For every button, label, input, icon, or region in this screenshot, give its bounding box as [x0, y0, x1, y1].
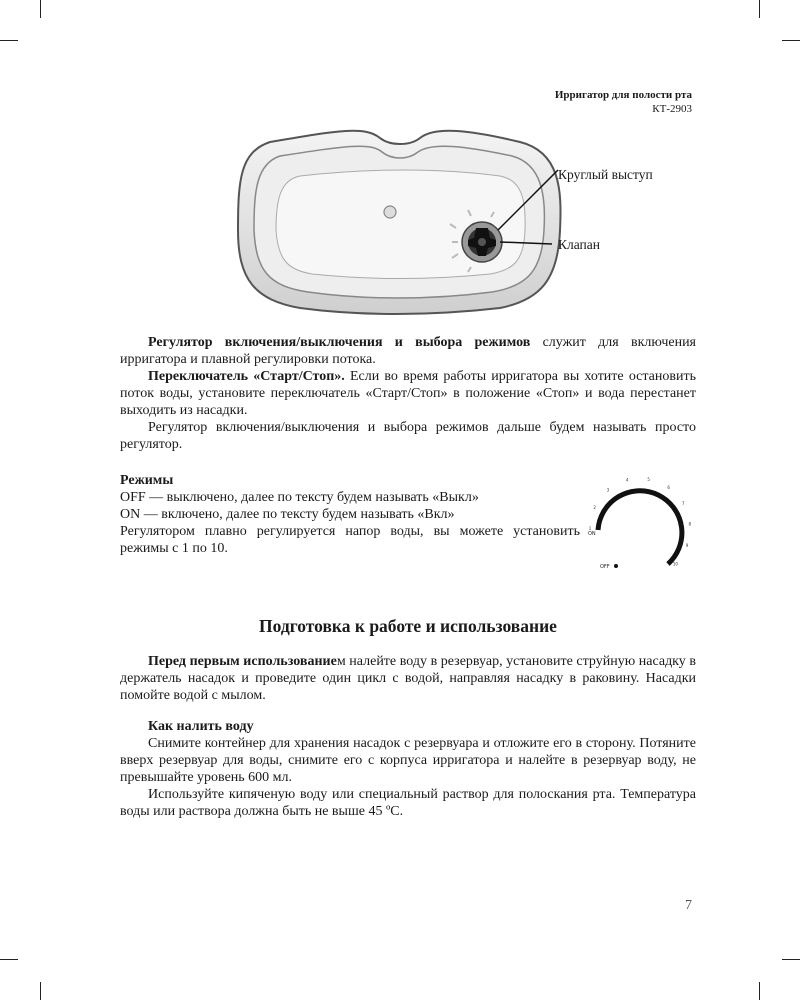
dial-tick-label: 6: [667, 485, 670, 490]
fill-step-1: Снимите контейнер для хранения насадок с резервуара и отложите его в сторону. Потяните вверх резервуар для воды, снимите его с корпуса ирригатора и налейте в резервуар воду, не превышайте уровень 600 мл.: [120, 736, 696, 785]
paragraph-regulator-alias: Регулятор включения/выключения и выбора режимов дальше будем называть просто регулятор.: [120, 420, 696, 452]
mode-off: OFF — выключено, далее по тексту будем называть «Выкл»: [120, 490, 479, 505]
callout-round-bump: Круглый выступ: [558, 167, 653, 182]
regulator-term: Регулятор включения/выключения и выбора режимов: [148, 335, 531, 350]
first-use-desc: м налейте воду в резервуар, установите струйную насадку в держатель насадок и проведите один цикл с водой, направляя насадку в раковину. Насадки помойте водой с мылом.: [120, 654, 696, 703]
dial-label-off: OFF: [600, 564, 610, 570]
regulator-dial-diagram: [586, 476, 696, 578]
header-model: КТ-2903: [652, 103, 692, 115]
regulator-desc: служит для включения ирригатора и плавной регулировки потока.: [120, 335, 697, 367]
dial-tick-label: 2: [593, 504, 596, 510]
crop-mark-bl-h: [0, 959, 18, 960]
section-title: Подготовка к работе и использование: [259, 616, 557, 636]
crop-mark-tr-v: [759, 0, 760, 18]
start-stop-desc: Если во время работы ирригатора вы хотите остановить поток воды, установите переключатель «Старт/Стоп» в положение «Стоп» и вода перестанет выходить из насадки.: [120, 369, 696, 418]
paragraph-regulator: [120, 334, 696, 368]
modes-heading: Режимы: [120, 473, 174, 488]
dial-label-on: ON: [588, 531, 596, 537]
fill-water-text: [120, 718, 696, 820]
dial-tick-label: 1: [588, 526, 592, 531]
crop-mark-tl-v: [40, 0, 41, 18]
intro-text: [120, 334, 696, 453]
crop-mark-tl-h: [0, 40, 18, 41]
header-title: Ирригатор для полости рта: [554, 89, 692, 101]
dial-tick-label: 7: [682, 501, 685, 506]
crop-mark-br-h: [782, 959, 800, 960]
callout-valve: Клапан: [558, 237, 600, 252]
reservoir-lid-illustration: [230, 120, 570, 320]
mode-on: ON — включено, далее по тексту будем называть «Вкл»: [120, 507, 455, 522]
running-header: [555, 88, 692, 116]
fill-heading: Как налить воду: [148, 719, 254, 734]
dial-tick-label: 8: [688, 521, 692, 527]
round-bump: [384, 206, 396, 218]
dial-tick-label: 10: [672, 561, 678, 567]
paragraph-start-stop: [120, 368, 696, 419]
crop-mark-tr-h: [782, 40, 800, 41]
first-use-term: Перед первым использовани: [148, 654, 331, 669]
dial-tick-label: 5: [647, 476, 650, 482]
first-use-term-tail: е: [330, 654, 337, 669]
modes-block: [120, 472, 580, 557]
dial-tick-label: 3: [606, 487, 610, 493]
page-number: 7: [685, 898, 692, 913]
dial-off-dot: [614, 564, 618, 568]
crop-mark-br-v: [759, 982, 760, 1000]
modes-description: Регулятором плавно регулируется напор воды, вы можете установить режимы с 1 по 10.: [120, 524, 580, 556]
dial-tick-label: 9: [685, 543, 689, 549]
fill-step-2: Используйте кипяченую воду или специальный раствор для полоскания рта. Температура воды или раствора должна быть не выше 45 ºС.: [120, 787, 696, 819]
crop-mark-bl-v: [40, 982, 41, 1000]
dial-tick-label: 4: [625, 477, 629, 483]
first-use-text: [120, 653, 696, 704]
paragraph-first-use: [120, 653, 696, 704]
start-stop-term: Переключатель «Старт/Стоп».: [148, 369, 345, 384]
